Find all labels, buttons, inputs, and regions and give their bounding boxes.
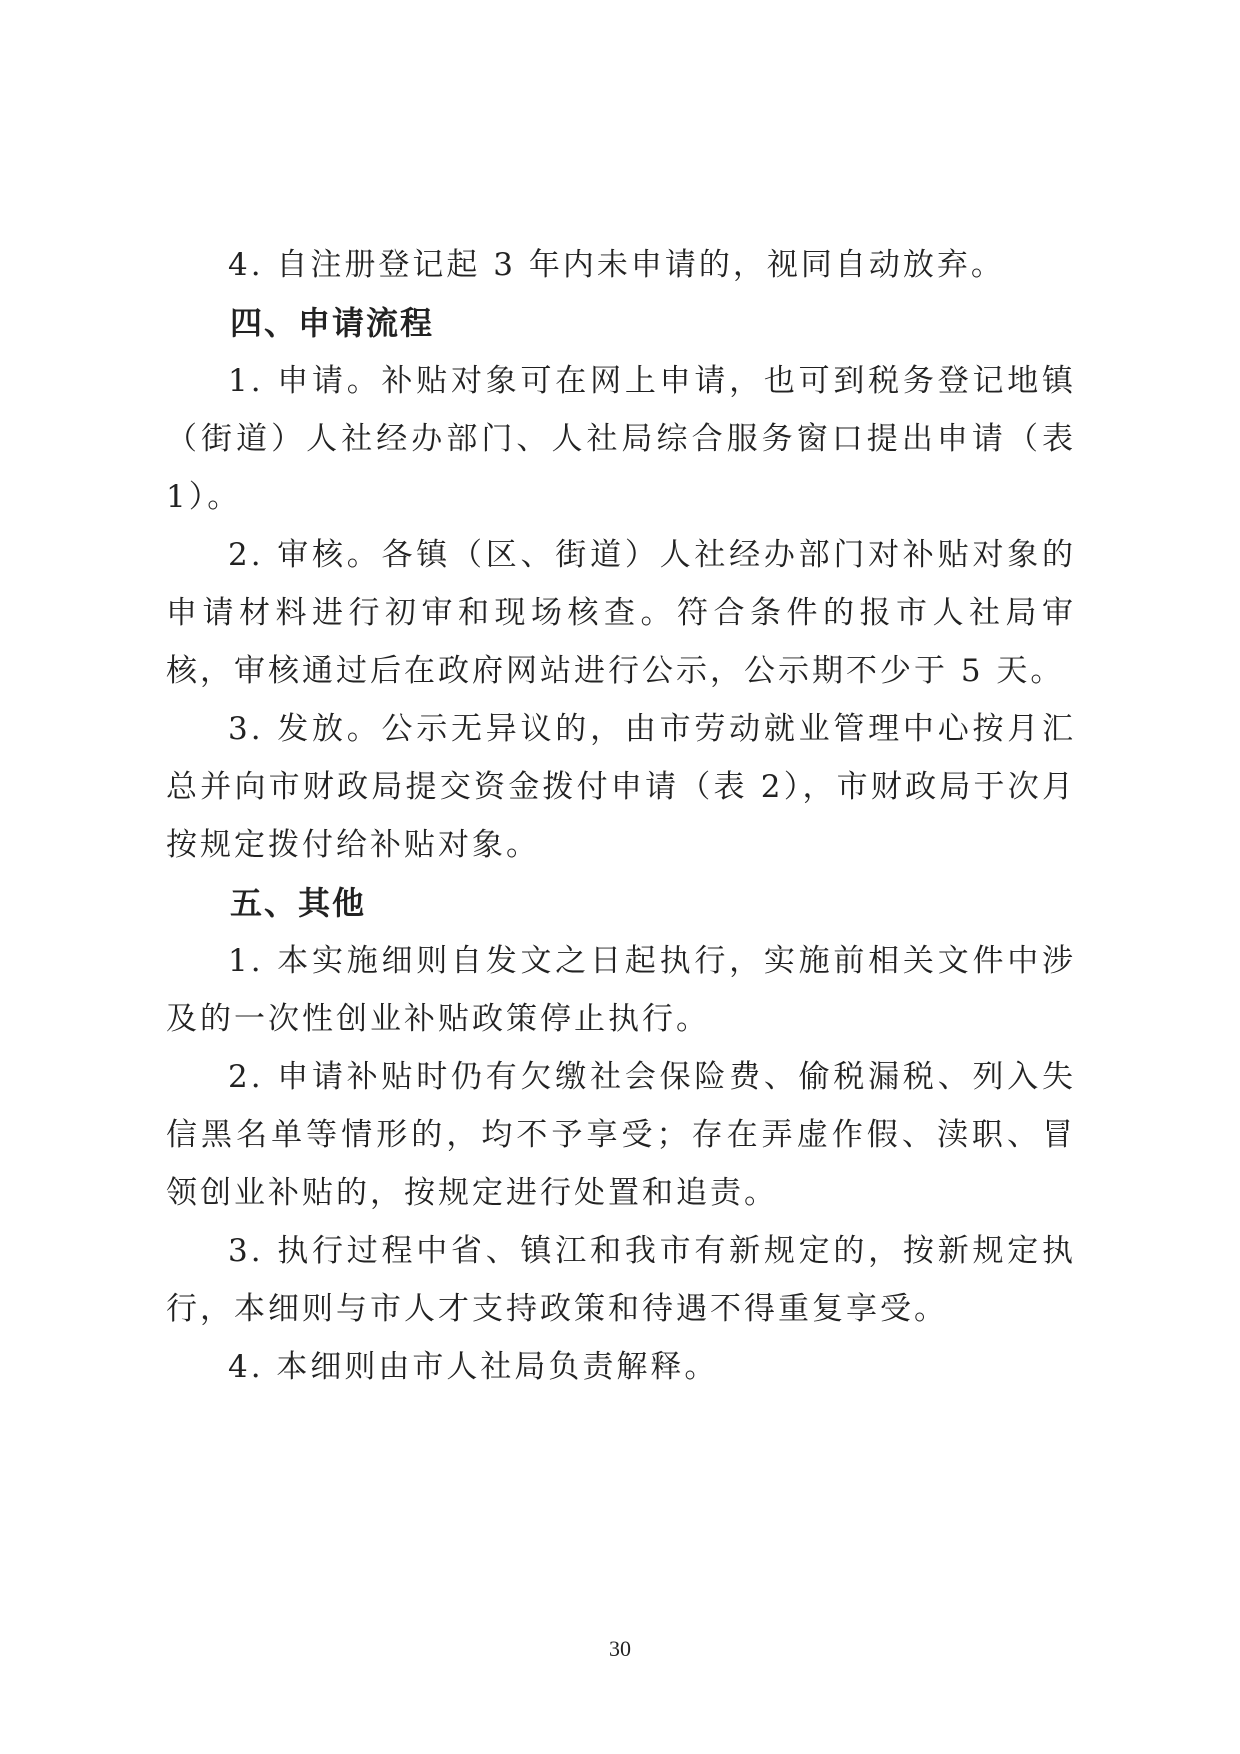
paragraph-apply: 1. 申请。补贴对象可在网上申请，也可到税务登记地镇（街道）人社经办部门、人社局综合服务窗口提出申请（表 1）。 bbox=[166, 363, 1076, 515]
paragraph-disbursement: 3. 发放。公示无异议的，由市劳动就业管理中心按月汇总并向市财政局提交资金拨付申请（表 2），市财政局于次月按规定拨付给补贴对象。 bbox=[166, 711, 1076, 863]
section-heading-application-process: 四、申请流程 bbox=[230, 304, 435, 342]
paragraph-effective-date: 1. 本实施细则自发文之日起执行，实施前相关文件中涉及的一次性创业补贴政策停止执行。 bbox=[166, 943, 1076, 1037]
document-body bbox=[166, 236, 1076, 1396]
paragraph-review: 2. 审核。各镇（区、街道）人社经办部门对补贴对象的申请材料进行初审和现场核查。符合条件的报市人社局审核，审核通过后在政府网站进行公示，公示期不少于 5 天。 bbox=[166, 537, 1076, 689]
paragraph-new-regulations: 3. 执行过程中省、镇江和我市有新规定的，按新规定执行，本细则与市人才支持政策和待遇不得重复享受。 bbox=[166, 1233, 1076, 1327]
section-heading-other: 五、其他 bbox=[230, 884, 367, 922]
paragraph-expiry-rule: 4. 自注册登记起 3 年内未申请的，视同自动放弃。 bbox=[228, 247, 1005, 283]
paragraph-interpretation: 4. 本细则由市人社局负责解释。 bbox=[228, 1349, 719, 1385]
page-number: 30 bbox=[609, 1636, 631, 1661]
paragraph-ineligibility: 2. 申请补贴时仍有欠缴社会保险费、偷税漏税、列入失信黑名单等情形的，均不予享受；存在弄虚作假、渎职、冒领创业补贴的，按规定进行处置和追责。 bbox=[166, 1059, 1076, 1211]
